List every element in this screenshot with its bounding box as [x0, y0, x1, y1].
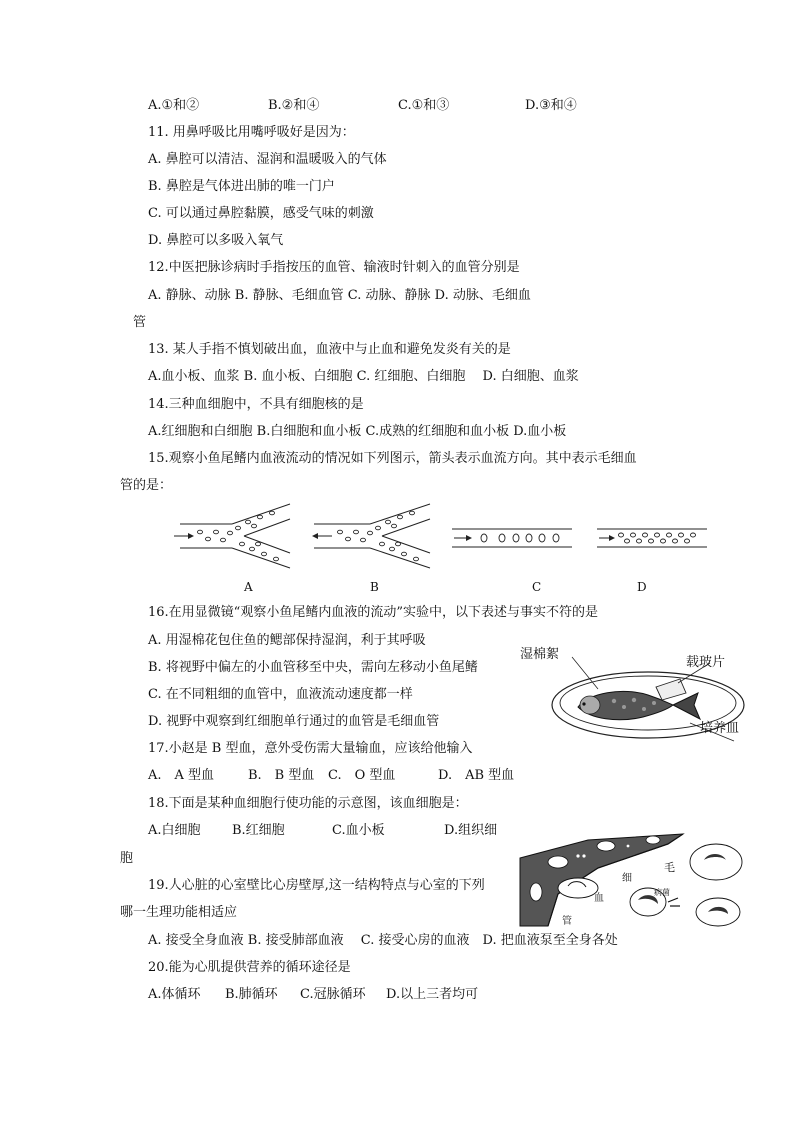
vessel-label-c: C — [532, 580, 542, 594]
q14-stem: 14.三种血细胞中，不具有细胞核的是 — [148, 397, 364, 412]
vessel-label-d: D — [637, 580, 647, 594]
vessel-label-b: B — [370, 580, 379, 594]
q10-option-a: A.①和② — [148, 98, 200, 113]
label-bacteria: 病菌 — [654, 888, 670, 897]
vessel-figure-d — [597, 527, 709, 551]
q10-option-c: C.①和③ — [398, 98, 450, 113]
q16-option-d: D. 视野中观察到红细胞单行通过的血管是毛细血管 — [148, 714, 440, 729]
q19-stem: 19.人心脏的心室壁比心房壁厚,这一结构特点与心室的下列 — [148, 878, 485, 893]
vessel-label-a: A — [244, 580, 253, 594]
q11-option-a: A. 鼻腔可以清洁、湿润和温暖吸入的气体 — [148, 152, 387, 167]
q12-stem: 12.中医把脉诊病时手指按压的血管、输液时针刺入的血管分别是 — [148, 260, 520, 275]
q10-option-d: D.③和④ — [525, 98, 577, 113]
q19-options: A. 接受全身血液 B. 接受肺部血液 C. 接受心房的血液 D. 把血液泵至全身各处 — [148, 933, 618, 948]
q13-options: A.血小板、血浆 B. 血小板、白细胞 C. 红细胞、白细胞 D. 白细胞、血浆 — [148, 369, 579, 384]
q14-options: A.红细胞和白细胞 B.白细胞和血小板 C.成熟的红细胞和血小板 D.血小板 — [148, 424, 567, 439]
label-capillary-guan: 管 — [562, 916, 572, 927]
white-blood-cell-figure — [518, 832, 748, 928]
label-capillary-xue: 血 — [594, 893, 604, 904]
label-capillary-mao: 毛 — [664, 861, 675, 874]
q17-stem: 17.小赵是 B 型血，意外受伤需大量输血，应该给他输入 — [148, 741, 473, 756]
q20-option-c: C.冠脉循环 — [300, 987, 366, 1002]
q17-option-b: B. B 型血 — [248, 768, 315, 783]
q11-stem: 11. 用鼻呼吸比用嘴呼吸好是因为： — [148, 125, 355, 140]
vessel-figure-a — [172, 502, 297, 570]
label-wet-cotton: 湿棉絮 — [520, 647, 560, 662]
q17-option-c: C. O 型血 — [328, 768, 396, 783]
q16-option-b: B. 将视野中偏左的小血管移至中央，需向左移动小鱼尾鳍 — [148, 660, 478, 675]
vessel-figure-b — [310, 502, 435, 570]
q15-stem-wrap: 管的是： — [120, 478, 173, 493]
q16-option-c: C. 在不同粗细的血管中，血液流动速度都一样 — [148, 687, 413, 702]
q12-options-wrap: 管 — [133, 315, 147, 330]
q18-option-d: D.组织细 — [444, 823, 498, 838]
q18-option-c: C.血小板 — [332, 823, 385, 838]
q20-option-a: A.体循环 — [148, 987, 201, 1002]
label-petri-dish: 培养皿 — [700, 721, 740, 736]
q16-option-a: A. 用湿棉花包住鱼的鳃部保持湿润，利于其呼吸 — [148, 633, 426, 648]
q18-options-wrap: 胞 — [120, 851, 134, 866]
q11-option-b: B. 鼻腔是气体进出肺的唯一门户 — [148, 179, 335, 194]
q13-stem: 13. 某人手指不慎划破出血，血液中与止血和避免发炎有关的是 — [148, 342, 511, 357]
q18-option-a: A.白细胞 — [148, 823, 201, 838]
q11-option-d: D. 鼻腔可以多吸入氧气 — [148, 233, 284, 248]
q20-stem: 20.能为心肌提供营养的循环途径是 — [148, 960, 351, 975]
q20-option-b: B.肺循环 — [225, 987, 278, 1002]
q18-option-b: B.红细胞 — [232, 823, 285, 838]
vessel-figure-c — [452, 527, 574, 551]
q16-stem: 16.在用显微镜“观察小鱼尾鳍内血液的流动”实验中，以下表述与事实不符的是 — [148, 605, 598, 620]
q12-options: A. 静脉、动脉 B. 静脉、毛细血管 C. 动脉、静脉 D. 动脉、毛细血 — [148, 288, 531, 303]
q10-option-b: B.②和④ — [268, 98, 320, 113]
q19-stem-wrap: 哪一生理功能相适应 — [120, 905, 238, 920]
q20-option-d: D.以上三者均可 — [386, 987, 479, 1002]
q17-option-d: D. AB 型血 — [438, 768, 515, 783]
q17-option-a: A. A 型血 — [148, 768, 215, 783]
label-capillary-xi: 细 — [622, 873, 632, 884]
q11-option-c: C. 可以通过鼻腔黏膜，感受气味的刺激 — [148, 206, 374, 221]
q18-stem: 18.下面是某种血细胞行使功能的示意图，该血细胞是： — [148, 796, 468, 811]
q15-stem: 15.观察小鱼尾鳍内血液流动的情况如下列图示，箭头表示血流方向。其中表示毛细血 — [148, 451, 637, 466]
label-glass-slide: 载玻片 — [686, 655, 726, 670]
